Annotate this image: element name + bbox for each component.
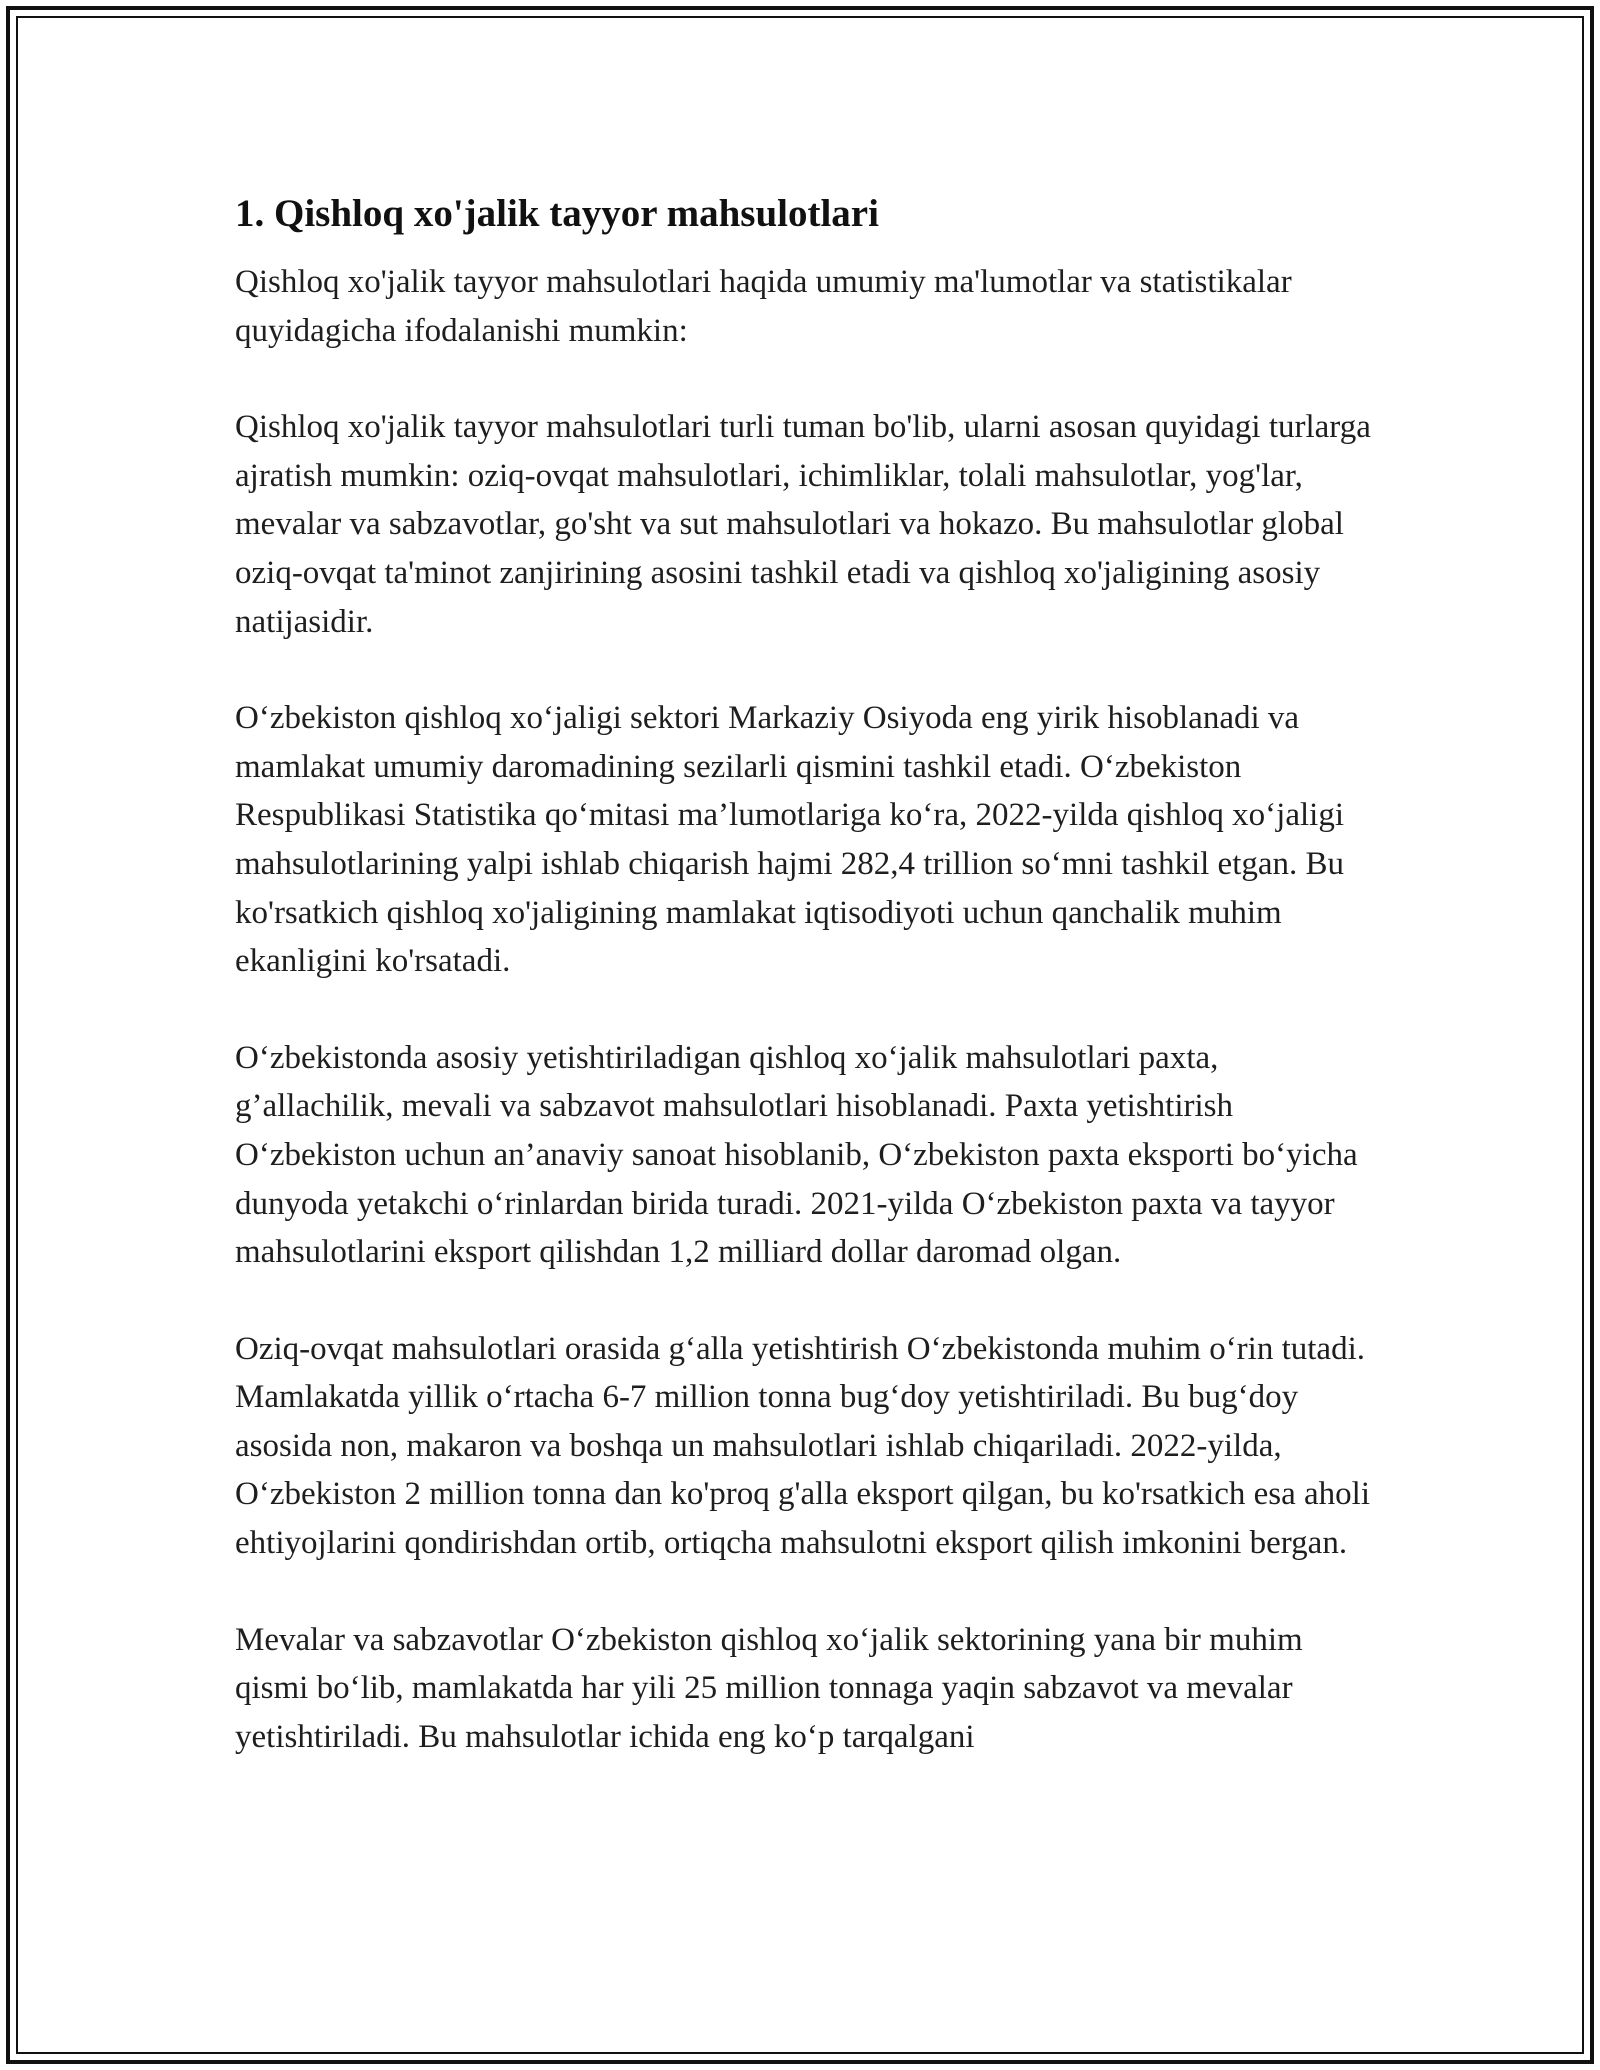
paragraph-grain: Oziq-ovqat mahsulotlari orasida g‘alla yetishtirish O‘zbekistonda muhim o‘rin tutadi. Mamlakatda yillik o‘rtacha 6-7 million tonna bug‘doy yetishtiriladi. Bu bug‘doy asosida non, makaron va boshqa un mahsulotlari ishlab chiqariladi. 2022-yilda, O‘zbekiston 2 million tonna dan ko'proq g'alla eksport qilgan, bu ko'rsatkich esa aholi ehtiyojlarini qondirishdan ortib, ortiqcha mahsulotni eksport qilish imkonini bergan.	[235, 1330, 1371, 1562]
section-heading: 1. Qishloq xo'jalik tayyor mahsulotlari	[235, 192, 879, 235]
paragraph-intro: Qishloq xo'jalik tayyor mahsulotlari haqida umumiy ma'lumotlar va statistikalar quyidagicha ifodalanishi mumkin:	[235, 264, 1292, 349]
paragraph-sector-overview: O‘zbekiston qishloq xo‘jaligi sektori Markaziy Osiyoda eng yirik hisoblanadi va mamlakat umumiy daromadining sezilarli qismini tashkil etadi. O‘zbekiston Respublikasi Statistika qo‘mitasi ma’lumotlariga ko‘ra, 2022-yilda qishloq xo‘jaligi mahsulotlarining yalpi ishlab chiqarish hajmi 282,4 trillion so‘mni tashkil etgan. Bu ko'rsatkich qishloq xo'jaligining mamlakat iqtisodiyoti uchun qanchalik muhim ekanligini ko'rsatadi.	[235, 700, 1345, 980]
paragraph-fruits-vegetables: Mevalar va sabzavotlar O‘zbekiston qishloq xo‘jalik sektorining yana bir muhim qismi bo‘lib, mamlakatda har yili 25 million tonnaga yaqin sabzavot va mevalar yetishtiriladi. Bu mahsulotlar ichida eng ko‘p tarqalgani	[235, 1621, 1303, 1755]
paragraph-product-types: Qishloq xo'jalik tayyor mahsulotlari turli tuman bo'lib, ularni asosan quyidagi turlarga ajratish mumkin: oziq-ovqat mahsulotlari, ichimliklar, tolali mahsulotlar, yog'lar, mevalar va sabzavotlar, go'sht va sut mahsulotlari va hokazo. Bu mahsulotlar global oziq-ovqat ta'minot zanjirining asosini tashkil etadi va qishloq xo'jaligining asosiy natijasidir.	[235, 409, 1371, 640]
document-body	[235, 188, 1380, 1809]
paragraph-cotton: O‘zbekistonda asosiy yetishtiriladigan qishloq xo‘jalik mahsulotlari paxta, g’allachilik, mevali va sabzavot mahsulotlari hisoblanadi. Paxta yetishtirish O‘zbekiston uchun an’anaviy sanoat hisoblanib, O‘zbekiston paxta eksporti bo‘yicha dunyoda yetakchi o‘rinlardan birida turadi. 2021-yilda O‘zbekiston paxta va tayyor mahsulotlarini eksport qilishdan 1,2 milliard dollar daromad olgan.	[235, 1039, 1358, 1271]
